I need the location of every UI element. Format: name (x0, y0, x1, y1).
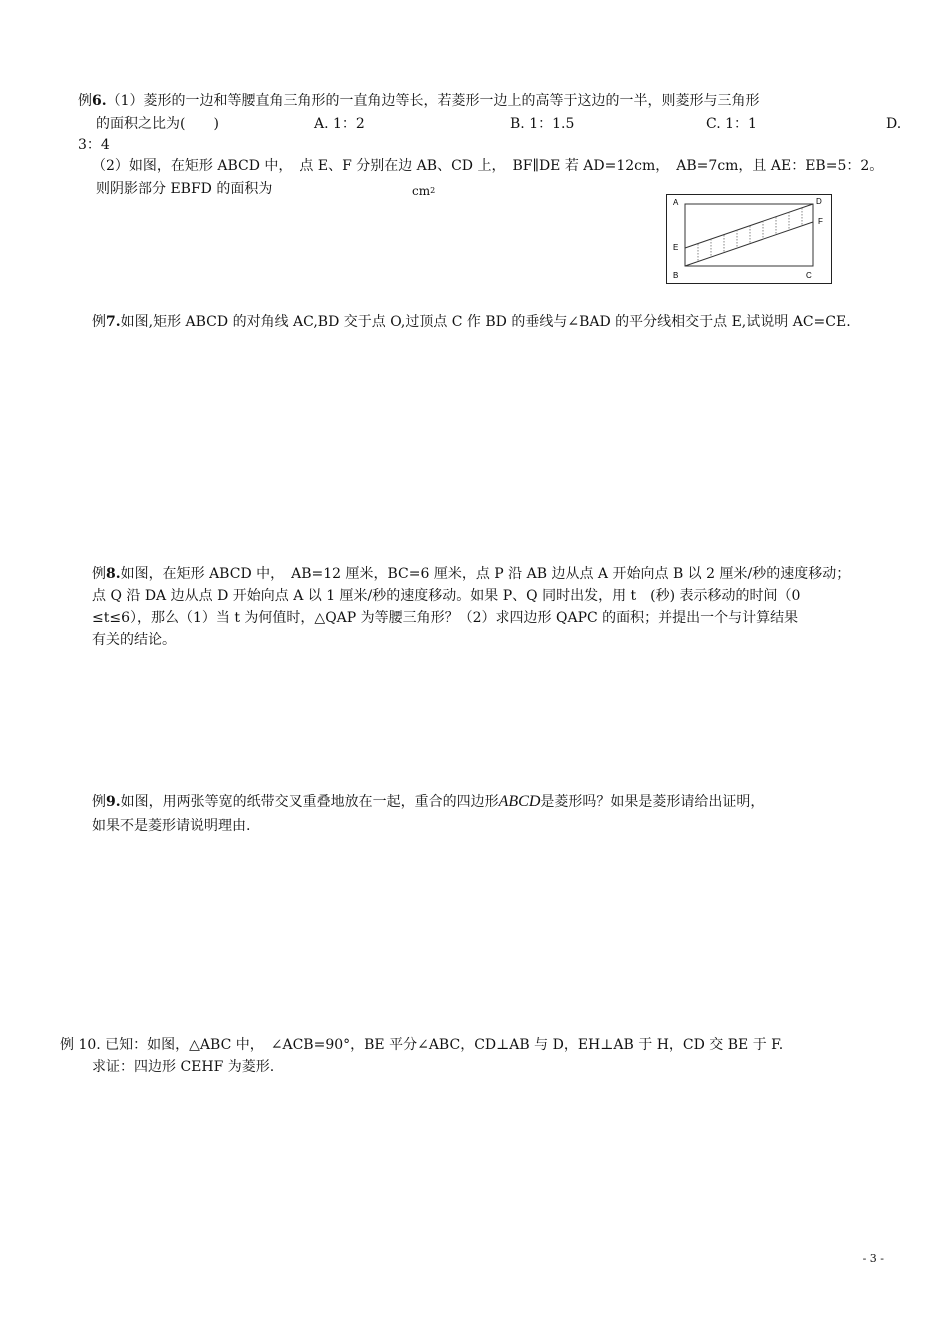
ex8-label: 例 (92, 566, 106, 582)
ex7-number: 7. (106, 314, 121, 330)
label-c: C (806, 271, 812, 280)
ex6-number: 6. (92, 93, 107, 109)
ex6-option-d: D. (886, 116, 902, 132)
ex9-label: 例 (92, 794, 106, 810)
label-f: F (818, 217, 823, 226)
page-number: - 3 - (862, 1252, 884, 1265)
ex6-label: 例 (78, 93, 92, 109)
ex8-question-text: 如图，在矩形 ABCD 中， AB=12 厘米，BC=6 厘米，点 P 沿 AB 边从点 A 开始向点 B 以 2 厘米/秒的速度移动； (120, 566, 851, 582)
ex8-line2: 点 Q 沿 DA 边从点 D 开始向点 A 以 1 厘米/秒的速度移动。如果 P、Q 同时出发，用 t (秒) 表示移动的时间（0 (92, 588, 801, 604)
ex6-question-text: （1）菱形的一边和等腰直角三角形的一直角边等长，若菱形一边上的高等于这边的一半，则菱形与三角形 (106, 93, 760, 109)
ex6-option-b: B. 1：1.5 (510, 116, 575, 132)
ex10-line1: 例 10. 已知：如图，△ABC 中， ∠ACB=90°，BE 平分∠ABC，CD⊥AB 与 D，EH⊥AB 于 H，CD 交 BE 于 F. (60, 1037, 784, 1053)
ex9-line2: 如果不是菱形请说明理由. (92, 818, 251, 834)
ex6-part2-line2: 则阴影部分 EBFD 的面积为 (96, 181, 273, 197)
ex8-number: 8. (106, 566, 121, 582)
segment-ed (685, 204, 813, 248)
ex9-question-text: 如图，用两张等宽的纸带交叉重叠地放在一起，重合的四边形 (120, 794, 499, 810)
ex6-line1 (78, 92, 760, 110)
label-b: B (673, 271, 679, 280)
ex7-label: 例 (92, 314, 106, 330)
rectangle-abcd (685, 204, 813, 266)
ex8-line4: 有关的结论。 (92, 632, 176, 648)
ex7-question-text: 如图,矩形 ABCD 的对角线 AC,BD 交于点 O,过顶点 C 作 BD 的垂线与∠BAD 的平分线相交于点 E,试说明 AC=CE. (120, 314, 851, 330)
ex6-option-d-value: 3：4 (78, 137, 110, 153)
ex9-number: 9. (106, 794, 121, 810)
ex6-unit-text: cm (412, 184, 431, 198)
ex6-line2: 的面积之比为( ) (96, 116, 219, 132)
ex6-rectangle-figure (666, 194, 832, 284)
label-e: E (673, 243, 679, 252)
ex8-line1 (92, 565, 850, 583)
label-d: D (816, 197, 822, 206)
ex8-line3: ≤t≤6），那么（1）当 t 为何值时，△QAP 为等腰三角形？（2）求四边形 QAPC 的面积；并提出一个与计算结果 (92, 610, 799, 626)
ex10-line2: 求证：四边形 CEHF 为菱形. (92, 1059, 275, 1075)
ex6-unit (412, 182, 435, 200)
ex9-abcd: ABCD (498, 793, 541, 810)
ex6-option-c: C. 1：1 (706, 116, 757, 132)
segment-bf (685, 222, 813, 266)
ex6-option-a: A. 1：2 (314, 116, 365, 132)
ex7-line (92, 313, 851, 331)
ex6-part2-line1: （2）如图，在矩形 ABCD 中， 点 E、F 分别在边 AB、CD 上， BF∥DE 若 AD=12cm， AB=7cm，且 AE：EB=5：2。 (92, 158, 884, 174)
ex9-question-text-2: 是菱形吗？如果是菱形请给出证明， (540, 794, 765, 810)
ex6-unit-sup: 2 (430, 186, 436, 195)
shaded-region-ebfd (698, 208, 802, 262)
ex9-line1 (92, 793, 764, 811)
label-a: A (673, 198, 679, 207)
